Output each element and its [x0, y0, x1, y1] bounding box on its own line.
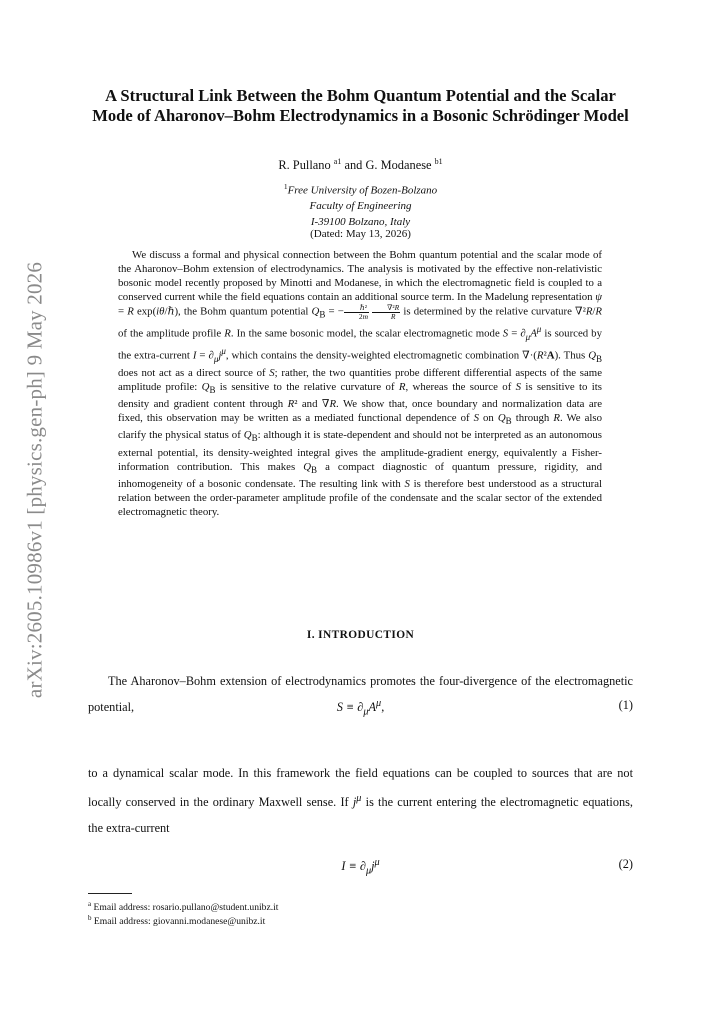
author-2-marker: b1: [434, 157, 443, 166]
affiliation-line-1: Free University of Bozen-Bolzano: [287, 184, 438, 197]
author-line: [88, 157, 633, 173]
dated-line: (Dated: May 13, 2026): [310, 228, 411, 240]
footnote-b-text: Email address: giovanni.modanese@unibz.it: [93, 916, 266, 928]
affiliation: [88, 179, 633, 231]
equation-1-number: (1): [618, 698, 633, 712]
footnote-a-text: Email address: rosario.pullano@student.unibz.it: [93, 902, 279, 914]
equation-2-number: (2): [618, 857, 633, 871]
arxiv-identifier: arXiv:2605.10986v1 [physics.gen-ph] 9 May 2026: [22, 261, 47, 699]
affiliation-line-2: Faculty of Engineering: [309, 200, 412, 213]
equation-1-expression: $S \equiv \partial_\mu A^\mu$,: [336, 698, 385, 718]
footnote-b: [88, 914, 265, 927]
affiliation-line-3: I-39100 Bolzano, Italy: [310, 216, 411, 229]
equation-2-expression: $I \equiv \partial_\mu j^\mu$: [341, 857, 380, 877]
abstract: We discuss a formal and physical connection between the Bohm quantum potential and the scalar mode of the Aharonov–Bohm extension of electrodynamics. The analysis is motivated by the effective non-relativistic bosonic model recently proposed by Minotti and Modanese, in which the electromagnetic field is coupled to a conserved current while the field equations contain an additional source term. In the Madelung representation ψ = R exp(iθ/ℏ), the Bohm quantum potential $Q_B$ = − $\frac{\text{ℏ²}}{2m}$ $\frac{\text{∇²R}}{R}$ is determined by the relative curvature ∇²R/R of the amplitude profile R. In the same bosonic model, the scalar electromagnetic mode $S = \partial_\mu A^\mu$ is sourced by the extra-current $I = \partial_\mu j^\mu$, which contains the density-weighted electromagnetic combination ∇·(R²A). Thus $Q_B$ does not act as a direct source of S; rather, the two quantities probe different differential aspects of the same amplitude profile: $Q_B$ is sensitive to the relative curvature of R, whereas the source of S is sensitive to its density and gradient content through R² and ∇R. We show that, once boundary and normalization data are fixed, this observation may be written as a mediated functional dependence of S on $Q_B$ through R. We also clarify the physical status of $Q_B$: although it is state-dependent and should not be interpreted as an autonomous external potential, its density-weighted integral gives the amplitude-gradient energy, equivalently a Fisher-information contribution. This makes $Q_B$ a compact diagnostic of quantum pressure, rigidity, and inhomogeneity of a bosonic condensate. The resulting link with S is therefore best understood as a structural relation between the order-parameter amplitude profile of the condensate and the scalar sector of the extended electromagnetic theory.: [118, 249, 603, 519]
footnote-a-marker: a: [88, 900, 92, 908]
paper-title: A Structural Link Between the Bohm Quantum Potential and the Scalar Mode of Aharonov–Bohm Electrodynamics in a Bosonic Schrödinger Model: [92, 86, 629, 125]
author-1-marker: a1: [333, 157, 342, 166]
section-heading-introduction: I. INTRODUCTION: [306, 629, 415, 641]
author-2: G. Modanese: [365, 158, 432, 173]
footnote-divider: [88, 893, 132, 894]
affiliation-marker: 1: [283, 182, 288, 191]
author-1: R. Pullano: [278, 158, 331, 173]
arxiv-sidebar: [22, 255, 48, 705]
footnote-b-marker: b: [88, 914, 92, 922]
intro-paragraph-1: The Aharonov–Bohm extension of electrodynamics promotes the four-divergence of the electromagnetic potential,: [88, 674, 633, 714]
intro-paragraph-2: to a dynamical scalar mode. In this framework the field equations can be coupled to sources that are not locally conserved in the ordinary Maxwell sense. If $j^\mu$ is the current entering the electromagnetic equations, the extra-current: [88, 766, 633, 836]
footnote-a: [88, 900, 278, 913]
author-conjunction: and: [344, 158, 363, 173]
